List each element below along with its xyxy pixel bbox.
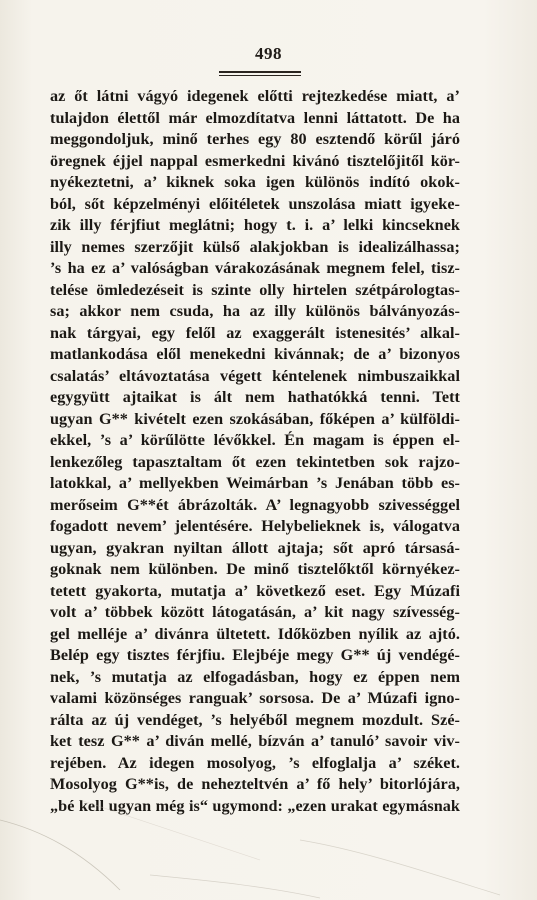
text-line: fogadott nevem’ jelentésére. Helybelieknek is, válogatva [50, 517, 460, 535]
text-line: rálta az új vendéget, ’s helyéből megnem mozdult. Szé- [50, 710, 460, 729]
text-line: meggondoljuk, minő terhes egy 80 esztendő körűl járó [50, 130, 460, 148]
header-rule-thick [219, 71, 301, 73]
text-line: ekkel, ’s a’ körűlötte lévőkkel. Én magam is éppen el- [50, 431, 460, 449]
text-line: nek, ’s mutatja az elfogadásban, hogy ez éppen nem [50, 667, 460, 686]
text-line: merőseim G**ét ábrázolták. A’ legnagyobb szivességgel [50, 495, 460, 514]
text-line: az őt látni vágyó idegenek előtti rejtezkedése miatt, a’ [50, 87, 460, 105]
text-line: nyékeztetni, a’ kiknek soka igen különös indító okok- [50, 173, 460, 191]
text-line: ugyan G** kivételt ezen szokásában, főképen a’ külföldi- [50, 409, 460, 428]
text-line: matlankodása elől menekedni kivánnak; de a’ bizonyos [50, 345, 460, 363]
text-line: rejében. Az idegen mosolyog, ’s elfoglalja a’ széket. [50, 753, 460, 772]
text-line: Mosolyog G**is, de nehezteltvén a’ fő hely’ bitorlójára, [50, 775, 460, 793]
text-line: ból, sőt képzelményi előitéletek unszolása miatt igyeke- [50, 194, 460, 213]
page-number: 498 [255, 44, 282, 63]
text-line: lenkezőleg tapasztaltam őt ezen tekintetben sok rajzo- [50, 452, 460, 471]
text-line: ’s ha ez a’ valóságban várakozásának megnem felel, tisz- [50, 259, 460, 277]
text-line: zik illy férjfiut meglátni; hogy t. i. a’ lelki kincseknek [50, 216, 460, 234]
text-line: latokkal, a’ mellyekben Weimárban ’s Jenában több es- [50, 474, 460, 492]
text-line: tulajdon élettől már elmozdítatva lenni láttatott. De ha [50, 108, 460, 127]
text-line: goknak nem különben. De minő tisztelőktől környékez- [50, 560, 460, 578]
text-line: ugyan, gyakran nyiltan állott ajtaja; sőt apró társasá- [50, 538, 460, 557]
text-line: volt a’ többek között látogatásán, a’ kit nagy szívesség- [50, 603, 460, 621]
header-rule-thin [219, 75, 301, 76]
text-line: gel melléje a’ divánra ültetett. Időközben nyílik az ajtó. [50, 624, 460, 643]
text-line: telése ömledezéseit is szinte olly hirtelen szétpárologtas- [50, 280, 460, 299]
text-line: egygyütt ajtaikat is ált nem hathatókká tenni. Tett [50, 388, 460, 406]
text-line: „bé kell ugyan még is“ ugymond: „ezen urakat egymásnak [50, 796, 460, 815]
text-line: tetett gyakorta, mutatja a’ következő eset. Egy Múzafi [50, 581, 460, 600]
text-line: csalatás’ eltávoztatása végett kéntelenek nimbuszaikkal [50, 366, 460, 385]
text-line: illy nemes szerzőjit külső alakjokban is idealizálhassa; [50, 237, 460, 256]
text-line: valami közönséges ranguak’ sorsosa. De a’ Múzafi igno- [50, 689, 460, 707]
text-line: ket tesz G** a’ diván mellé, bízván a’ tanuló’ savoir viv- [50, 732, 460, 750]
text-line: Belép egy tisztes férjfiu. Elejbéje megy G** új vendégé- [50, 646, 460, 664]
text-line: öregnek éjjel nappal esmerkedni kivánó tisztelőjitől kör- [50, 151, 460, 170]
text-line: sa; akkor nem csuda, ha az illy különös bálványozás- [50, 302, 460, 320]
text-line: nak tárgyai, egy felől az exaggerált istenesités’ alkal- [50, 323, 460, 342]
body-text [50, 86, 460, 817]
